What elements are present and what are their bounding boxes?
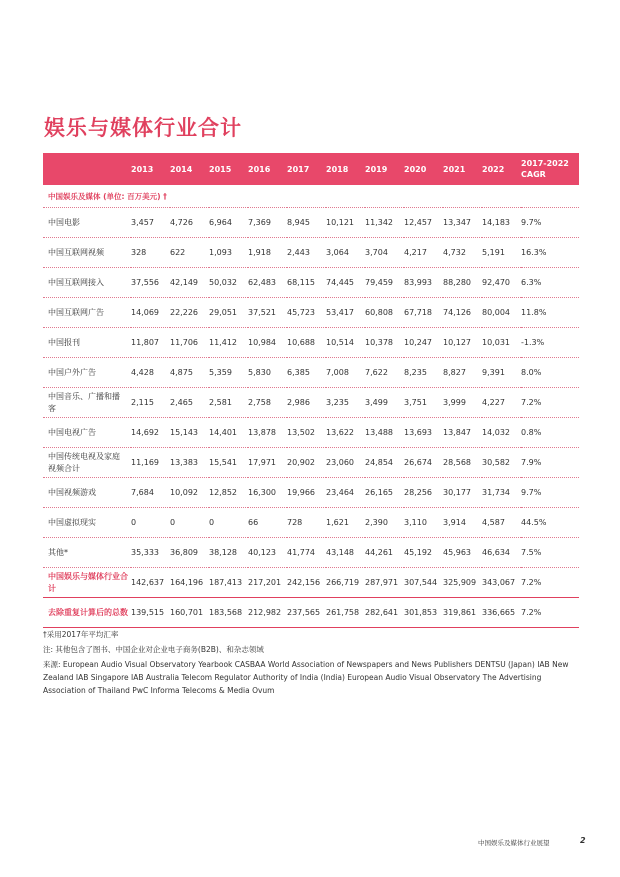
section-label: 中国娱乐及媒体 (单位: 百万美元) † bbox=[43, 185, 579, 208]
value-cell: 37,556 bbox=[131, 268, 170, 298]
data-table bbox=[43, 153, 579, 628]
value-cell: 80,004 bbox=[482, 298, 521, 328]
header-cell-cagr: 2017-2022 CAGR bbox=[521, 153, 579, 185]
value-cell: 83,993 bbox=[404, 268, 443, 298]
table-row bbox=[43, 448, 579, 478]
value-cell: 336,665 bbox=[482, 598, 521, 628]
value-cell: 217,201 bbox=[248, 568, 287, 598]
value-cell: 14,032 bbox=[482, 418, 521, 448]
table-row bbox=[43, 538, 579, 568]
value-cell: 8,827 bbox=[443, 358, 482, 388]
value-cell: 23,060 bbox=[326, 448, 365, 478]
section-row bbox=[43, 185, 579, 208]
cagr-cell: -1.3% bbox=[521, 328, 579, 358]
value-cell: 20,902 bbox=[287, 448, 326, 478]
row-label: 去除重复计算后的总数 bbox=[43, 598, 131, 628]
table-row bbox=[43, 508, 579, 538]
footer-title: 中国娱乐及媒体行业展望 bbox=[478, 839, 550, 847]
value-cell: 4,217 bbox=[404, 238, 443, 268]
row-label: 其他* bbox=[43, 538, 131, 568]
value-cell: 7,622 bbox=[365, 358, 404, 388]
cagr-cell: 44.5% bbox=[521, 508, 579, 538]
value-cell: 22,226 bbox=[170, 298, 209, 328]
table-header-row bbox=[43, 153, 579, 185]
value-cell: 9,391 bbox=[482, 358, 521, 388]
cagr-cell: 0.8% bbox=[521, 418, 579, 448]
table-row bbox=[43, 268, 579, 298]
row-label: 中国互联网视频 bbox=[43, 238, 131, 268]
value-cell: 237,565 bbox=[287, 598, 326, 628]
value-cell: 66 bbox=[248, 508, 287, 538]
value-cell: 242,156 bbox=[287, 568, 326, 598]
value-cell: 92,470 bbox=[482, 268, 521, 298]
header-cell: 2013 bbox=[131, 153, 170, 185]
value-cell: 24,854 bbox=[365, 448, 404, 478]
value-cell: 3,499 bbox=[365, 388, 404, 418]
value-cell: 2,443 bbox=[287, 238, 326, 268]
value-cell: 30,582 bbox=[482, 448, 521, 478]
value-cell: 3,064 bbox=[326, 238, 365, 268]
value-cell: 1,621 bbox=[326, 508, 365, 538]
value-cell: 12,457 bbox=[404, 208, 443, 238]
value-cell: 14,069 bbox=[131, 298, 170, 328]
value-cell: 7,684 bbox=[131, 478, 170, 508]
row-label: 中国视频游戏 bbox=[43, 478, 131, 508]
value-cell: 325,909 bbox=[443, 568, 482, 598]
value-cell: 0 bbox=[170, 508, 209, 538]
row-label: 中国互联网广告 bbox=[43, 298, 131, 328]
row-label: 中国音乐、广播和播客 bbox=[43, 388, 131, 418]
value-cell: 10,127 bbox=[443, 328, 482, 358]
page-title: 娱乐与媒体行业合计 bbox=[44, 115, 242, 140]
value-cell: 282,641 bbox=[365, 598, 404, 628]
value-cell: 10,514 bbox=[326, 328, 365, 358]
value-cell: 622 bbox=[170, 238, 209, 268]
note-other: 注: 其他包含了图书、中国企业对企业电子商务(B2B)、和杂志领域 bbox=[43, 645, 264, 654]
value-cell: 13,878 bbox=[248, 418, 287, 448]
value-cell: 13,488 bbox=[365, 418, 404, 448]
table-row bbox=[43, 238, 579, 268]
value-cell: 3,457 bbox=[131, 208, 170, 238]
value-cell: 40,123 bbox=[248, 538, 287, 568]
value-cell: 14,692 bbox=[131, 418, 170, 448]
value-cell: 30,177 bbox=[443, 478, 482, 508]
value-cell: 328 bbox=[131, 238, 170, 268]
cagr-cell: 7.2% bbox=[521, 388, 579, 418]
value-cell: 343,067 bbox=[482, 568, 521, 598]
value-cell: 13,847 bbox=[443, 418, 482, 448]
value-cell: 2,390 bbox=[365, 508, 404, 538]
value-cell: 45,192 bbox=[404, 538, 443, 568]
value-cell: 3,110 bbox=[404, 508, 443, 538]
table-row bbox=[43, 358, 579, 388]
cagr-cell: 9.7% bbox=[521, 478, 579, 508]
value-cell: 4,428 bbox=[131, 358, 170, 388]
page-number: 2 bbox=[580, 836, 586, 845]
header-cell: 2022 bbox=[482, 153, 521, 185]
value-cell: 45,723 bbox=[287, 298, 326, 328]
value-cell: 187,413 bbox=[209, 568, 248, 598]
value-cell: 28,256 bbox=[404, 478, 443, 508]
value-cell: 3,704 bbox=[365, 238, 404, 268]
header-cell bbox=[43, 153, 131, 185]
value-cell: 5,359 bbox=[209, 358, 248, 388]
header-cell: 2020 bbox=[404, 153, 443, 185]
value-cell: 13,693 bbox=[404, 418, 443, 448]
value-cell: 42,149 bbox=[170, 268, 209, 298]
value-cell: 3,914 bbox=[443, 508, 482, 538]
cagr-cell: 6.3% bbox=[521, 268, 579, 298]
value-cell: 1,918 bbox=[248, 238, 287, 268]
value-cell: 2,986 bbox=[287, 388, 326, 418]
value-cell: 6,964 bbox=[209, 208, 248, 238]
value-cell: 160,701 bbox=[170, 598, 209, 628]
value-cell: 11,342 bbox=[365, 208, 404, 238]
value-cell: 68,115 bbox=[287, 268, 326, 298]
value-cell: 13,622 bbox=[326, 418, 365, 448]
value-cell: 7,369 bbox=[248, 208, 287, 238]
table-row bbox=[43, 328, 579, 358]
value-cell: 29,051 bbox=[209, 298, 248, 328]
header-cell: 2021 bbox=[443, 153, 482, 185]
value-cell: 10,378 bbox=[365, 328, 404, 358]
cagr-cell: 16.3% bbox=[521, 238, 579, 268]
value-cell: 3,235 bbox=[326, 388, 365, 418]
row-label: 中国传统电视及家庭视频合计 bbox=[43, 448, 131, 478]
value-cell: 2,581 bbox=[209, 388, 248, 418]
row-label: 中国虚拟现实 bbox=[43, 508, 131, 538]
row-label: 中国户外广告 bbox=[43, 358, 131, 388]
value-cell: 16,300 bbox=[248, 478, 287, 508]
value-cell: 183,568 bbox=[209, 598, 248, 628]
value-cell: 36,809 bbox=[170, 538, 209, 568]
cagr-cell: 8.0% bbox=[521, 358, 579, 388]
value-cell: 10,031 bbox=[482, 328, 521, 358]
value-cell: 37,521 bbox=[248, 298, 287, 328]
value-cell: 38,128 bbox=[209, 538, 248, 568]
value-cell: 3,999 bbox=[443, 388, 482, 418]
value-cell: 8,945 bbox=[287, 208, 326, 238]
value-cell: 26,165 bbox=[365, 478, 404, 508]
value-cell: 8,235 bbox=[404, 358, 443, 388]
value-cell: 43,148 bbox=[326, 538, 365, 568]
table-row bbox=[43, 478, 579, 508]
value-cell: 88,280 bbox=[443, 268, 482, 298]
value-cell: 4,587 bbox=[482, 508, 521, 538]
value-cell: 26,674 bbox=[404, 448, 443, 478]
value-cell: 10,688 bbox=[287, 328, 326, 358]
value-cell: 0 bbox=[131, 508, 170, 538]
value-cell: 28,568 bbox=[443, 448, 482, 478]
value-cell: 79,459 bbox=[365, 268, 404, 298]
value-cell: 301,853 bbox=[404, 598, 443, 628]
value-cell: 13,383 bbox=[170, 448, 209, 478]
value-cell: 12,852 bbox=[209, 478, 248, 508]
value-cell: 14,401 bbox=[209, 418, 248, 448]
value-cell: 23,464 bbox=[326, 478, 365, 508]
cagr-cell: 11.8% bbox=[521, 298, 579, 328]
value-cell: 11,169 bbox=[131, 448, 170, 478]
cagr-cell: 9.7% bbox=[521, 208, 579, 238]
value-cell: 287,971 bbox=[365, 568, 404, 598]
value-cell: 13,502 bbox=[287, 418, 326, 448]
value-cell: 728 bbox=[287, 508, 326, 538]
table-row bbox=[43, 298, 579, 328]
value-cell: 50,032 bbox=[209, 268, 248, 298]
notes bbox=[43, 628, 579, 699]
value-cell: 5,191 bbox=[482, 238, 521, 268]
value-cell: 44,261 bbox=[365, 538, 404, 568]
table-row bbox=[43, 388, 579, 418]
value-cell: 11,807 bbox=[131, 328, 170, 358]
total-row bbox=[43, 568, 579, 598]
value-cell: 266,719 bbox=[326, 568, 365, 598]
cagr-cell: 7.2% bbox=[521, 568, 579, 598]
value-cell: 4,732 bbox=[443, 238, 482, 268]
value-cell: 46,634 bbox=[482, 538, 521, 568]
row-label: 中国电视广告 bbox=[43, 418, 131, 448]
value-cell: 15,541 bbox=[209, 448, 248, 478]
value-cell: 74,126 bbox=[443, 298, 482, 328]
note-source: 来源: European Audio Visual Observatory Yearbook CASBAA World Association of Newspapers and News Publishers DENTSU (Japan) IAB New Zealand IAB Singapore IAB Australia Telecom Regulator Authority of India (India) European Audio Visual Observatory The Advertising Association of Thailand PwC Informa Telecoms & Media Ovum bbox=[43, 660, 569, 695]
value-cell: 5,830 bbox=[248, 358, 287, 388]
value-cell: 45,963 bbox=[443, 538, 482, 568]
value-cell: 4,726 bbox=[170, 208, 209, 238]
value-cell: 307,544 bbox=[404, 568, 443, 598]
header-cell: 2017 bbox=[287, 153, 326, 185]
value-cell: 7,008 bbox=[326, 358, 365, 388]
value-cell: 142,637 bbox=[131, 568, 170, 598]
row-label: 中国电影 bbox=[43, 208, 131, 238]
note-exchange-rate: †采用2017年平均汇率 bbox=[43, 630, 119, 639]
value-cell: 11,706 bbox=[170, 328, 209, 358]
value-cell: 0 bbox=[209, 508, 248, 538]
value-cell: 13,347 bbox=[443, 208, 482, 238]
cagr-cell: 7.2% bbox=[521, 598, 579, 628]
value-cell: 1,093 bbox=[209, 238, 248, 268]
value-cell: 261,758 bbox=[326, 598, 365, 628]
value-cell: 2,758 bbox=[248, 388, 287, 418]
value-cell: 35,333 bbox=[131, 538, 170, 568]
value-cell: 6,385 bbox=[287, 358, 326, 388]
value-cell: 15,143 bbox=[170, 418, 209, 448]
value-cell: 10,121 bbox=[326, 208, 365, 238]
value-cell: 212,982 bbox=[248, 598, 287, 628]
value-cell: 19,966 bbox=[287, 478, 326, 508]
header-cell: 2016 bbox=[248, 153, 287, 185]
value-cell: 139,515 bbox=[131, 598, 170, 628]
value-cell: 60,808 bbox=[365, 298, 404, 328]
value-cell: 17,971 bbox=[248, 448, 287, 478]
row-label: 中国互联网接入 bbox=[43, 268, 131, 298]
header-cell: 2015 bbox=[209, 153, 248, 185]
value-cell: 2,465 bbox=[170, 388, 209, 418]
row-label: 中国报刊 bbox=[43, 328, 131, 358]
cagr-cell: 7.5% bbox=[521, 538, 579, 568]
row-label: 中国娱乐与媒体行业合计 bbox=[43, 568, 131, 598]
value-cell: 3,751 bbox=[404, 388, 443, 418]
value-cell: 67,718 bbox=[404, 298, 443, 328]
table-row bbox=[43, 418, 579, 448]
value-cell: 10,247 bbox=[404, 328, 443, 358]
value-cell: 41,774 bbox=[287, 538, 326, 568]
value-cell: 11,412 bbox=[209, 328, 248, 358]
value-cell: 4,875 bbox=[170, 358, 209, 388]
header-cell: 2019 bbox=[365, 153, 404, 185]
value-cell: 319,861 bbox=[443, 598, 482, 628]
value-cell: 4,227 bbox=[482, 388, 521, 418]
total-row bbox=[43, 598, 579, 628]
value-cell: 164,196 bbox=[170, 568, 209, 598]
value-cell: 14,183 bbox=[482, 208, 521, 238]
header-cell: 2018 bbox=[326, 153, 365, 185]
value-cell: 62,483 bbox=[248, 268, 287, 298]
table-row bbox=[43, 208, 579, 238]
value-cell: 10,984 bbox=[248, 328, 287, 358]
cagr-cell: 7.9% bbox=[521, 448, 579, 478]
value-cell: 53,417 bbox=[326, 298, 365, 328]
value-cell: 74,445 bbox=[326, 268, 365, 298]
header-cell: 2014 bbox=[170, 153, 209, 185]
value-cell: 2,115 bbox=[131, 388, 170, 418]
value-cell: 31,734 bbox=[482, 478, 521, 508]
value-cell: 10,092 bbox=[170, 478, 209, 508]
